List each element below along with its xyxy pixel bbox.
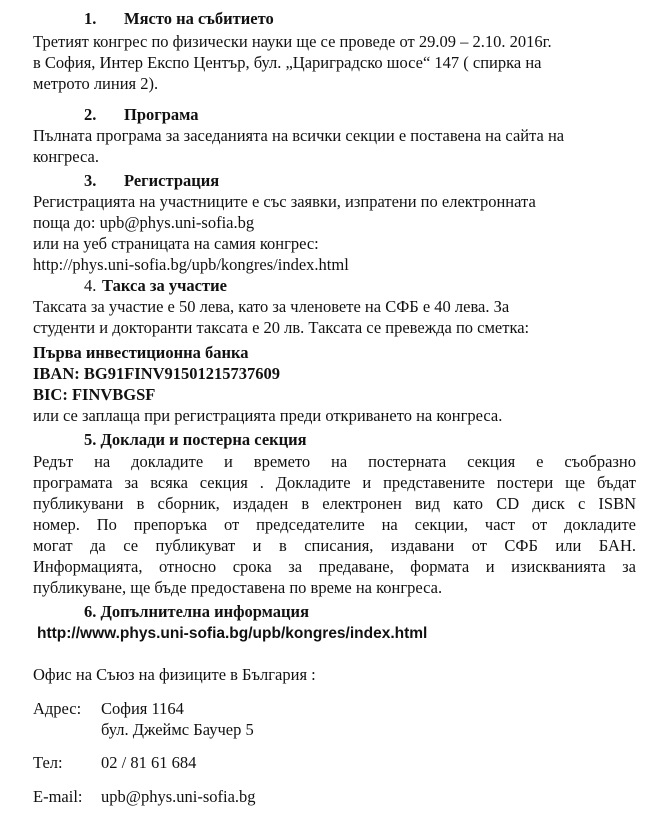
section-3-line-2: поща до: upb@phys.uni-sofia.bg — [33, 213, 255, 232]
section-5-line-4: номер. По препоръка от председателите на секции, част от докладите — [33, 515, 636, 534]
address-label: Адрес: — [33, 699, 82, 718]
section-1-title: Място на събитието — [124, 9, 274, 28]
section-6-url[interactable]: http://www.phys.uni-sofia.bg/upb/kongres/index.html — [37, 625, 428, 642]
address-line-1: София 1164 — [101, 699, 184, 718]
section-5-line-2: програмата за всяка секция . Докладите и представените постери ще бъдат — [33, 473, 636, 492]
section-4-line-2: студенти и докторанти таксата е 20 лв. Таксата се превежда по сметка: — [33, 318, 530, 337]
bank-name: Първа инвестиционна банка — [33, 343, 249, 362]
email-value[interactable]: upb@phys.uni-sofia.bg — [101, 787, 256, 806]
section-5-heading: 5. Доклади и постерна секция — [84, 430, 307, 449]
section-3-line-1: Регистрацията на участниците е със заявки, изпратени по електронната — [33, 192, 536, 211]
section-3-title: Регистрация — [124, 171, 220, 190]
section-2-number: 2. — [84, 105, 97, 124]
section-6-heading: 6. Допълнителна информация — [84, 602, 309, 621]
section-1-line-2: в София, Интер Експо Център, бул. „Цариградско шосе“ 147 ( спирка на — [33, 53, 542, 72]
bank-iban: IBAN: BG91FINV91501215737609 — [33, 364, 281, 383]
section-4-number: 4. — [84, 276, 97, 295]
email-label: E-mail: — [33, 787, 83, 806]
office-title: Офис на Съюз на физиците в България : — [33, 665, 316, 684]
section-2-line-1: Пълната програма за заседанията на всички секции е поставена на сайта на — [33, 126, 565, 145]
section-5-line-6: Информацията, относно срока за предаване, формата и изискванията за — [33, 557, 636, 576]
section-3-number: 3. — [84, 171, 97, 190]
section-4-line-1: Таксата за участие е 50 лева, като за членовете на СФБ е 40 лева. За — [33, 297, 510, 316]
section-5-line-5: могат да се публикуват и в списания, издавани от СФБ или БАН. — [33, 536, 636, 555]
section-1-line-3: метрото линия 2). — [33, 74, 159, 93]
section-5-line-7: публикуване, ще бъде предоставена по време на конгреса. — [33, 578, 443, 597]
section-3-line-3: или на уеб страницата на самия конгрес: — [33, 234, 319, 253]
phone-value: 02 / 81 61 684 — [101, 753, 197, 772]
section-4-line-3: или се заплаща при регистрацията преди откриването на конгреса. — [33, 406, 503, 425]
section-1-number: 1. — [84, 9, 97, 28]
address-line-2: бул. Джеймс Баучер 5 — [101, 720, 254, 739]
section-5-line-1: Редът на докладите и времето на постерната секция е съобразно — [33, 452, 636, 471]
phone-label: Тел: — [33, 753, 63, 772]
section-2-title: Програма — [124, 105, 199, 124]
section-3-url[interactable]: http://phys.uni-sofia.bg/upb/kongres/index.html — [33, 255, 349, 274]
bank-bic: BIC: FINVBGSF — [33, 385, 156, 404]
section-5-line-3: публикувани в сборник, издаден в електронен вид като CD диск с ISBN — [33, 494, 636, 513]
section-2-line-2: конгреса. — [33, 147, 99, 166]
section-4-title: Такса за участие — [102, 276, 227, 295]
section-1-line-1: Третият конгрес по физически науки ще се проведе от 29.09 – 2.10. 2016г. — [33, 32, 552, 51]
